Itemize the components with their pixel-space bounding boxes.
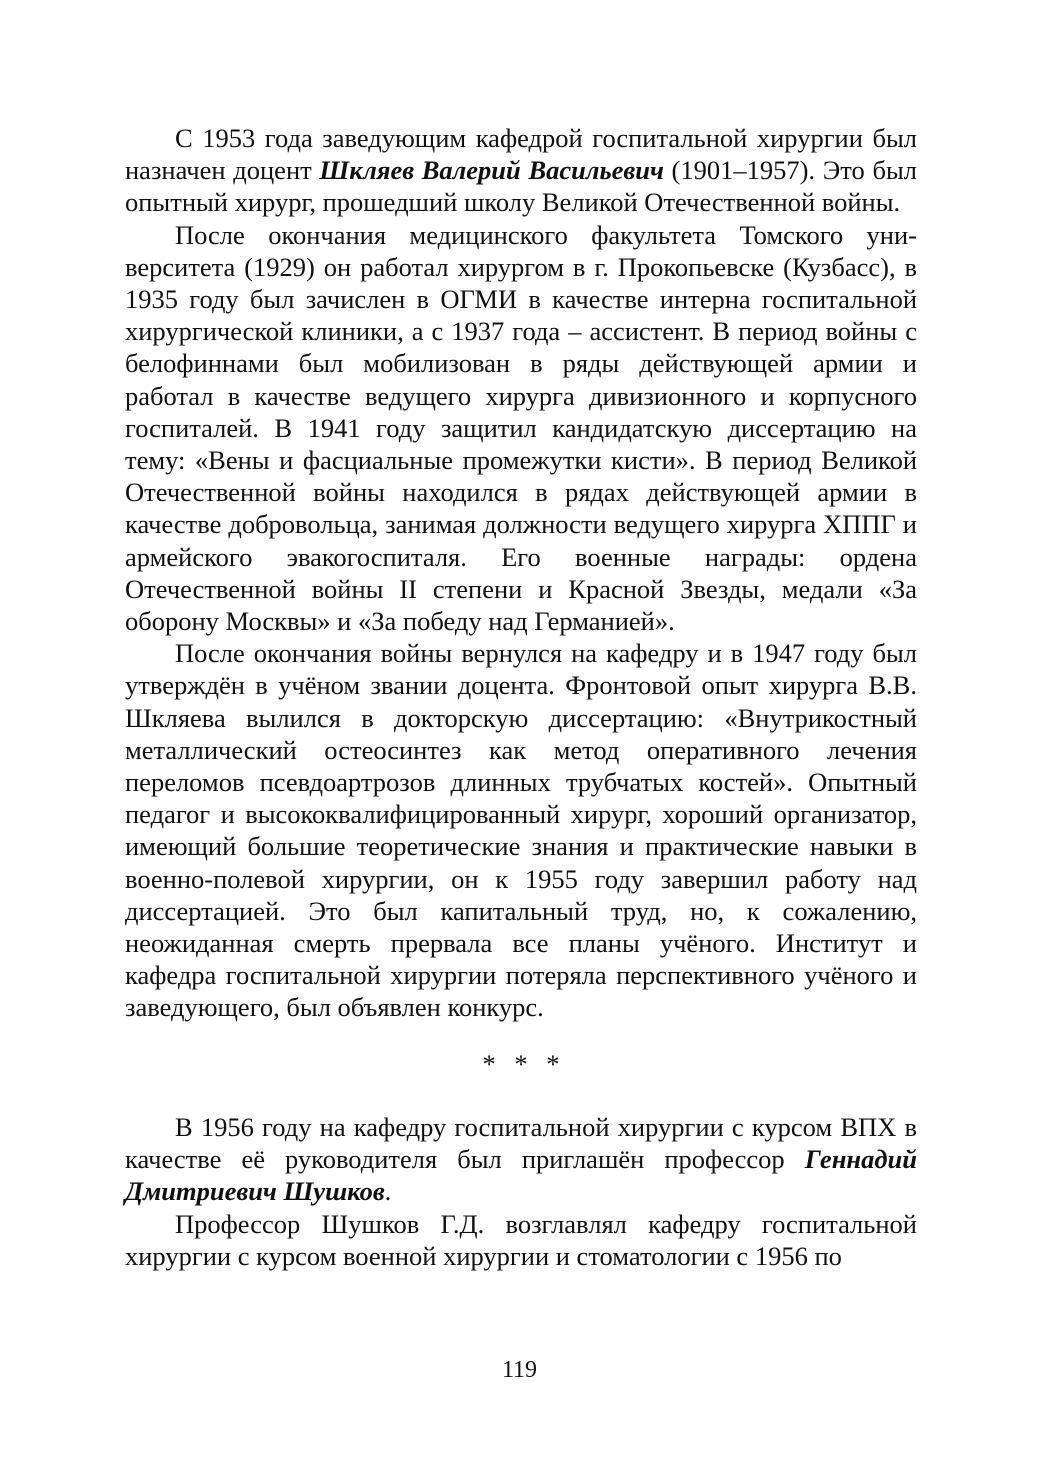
- paragraph-1: [125, 122, 917, 219]
- page-number: 119: [501, 1357, 538, 1383]
- paragraph-4: [125, 1111, 917, 1208]
- text-section-after: [125, 1111, 917, 1272]
- paragraph-4-run-3: .: [384, 1176, 392, 1207]
- name-shklyaev: Шкляев Валерий Васильевич: [319, 155, 664, 186]
- page-body: [125, 122, 917, 1272]
- paragraph-3: [125, 637, 917, 1023]
- paragraph-5: [125, 1208, 917, 1272]
- paragraph-3-run-1: После окончания войны вернулся на кафедру и в 1947 году был утверждён в учёном звании доцента. Фронтовой опыт хирурга В.В. Шкляева вылился в докторскую диссертацию: «Внутрикостный металлический остеосинтез как метод оперативного лечения переломов псевдоартрозов длинных трубчатых костей». Опытный педагог и высококвалифицированный хирург, хороший организатор, имеющий большие теоретические знания и практические навыки в военно-полевой хирургии, он к 1955 году завершил работу над диссертацией. Это был капитальный труд, но, к сожалению, неожиданная смерть прервала все планы учёного. Институт и кафедра госпитальной хирургии потеряла перспективного учёного и заведующего, был объявлен конкурс.: [125, 638, 917, 1023]
- paragraph-2-run-1: После окончания медицинского факультета Томского университета (1929) он работал хирургом в г. Прокопьевске (Кузбасс), в 1935 году был зачислен в ОГМИ в качестве интерна госпитальной хирургической клиники, а с 1937 года – ассистент. В период войны с белофиннами был мобилизован в ряды действующей армии и работал в качестве ведущего хирурга дивизионного и корпусного госпиталей. В 1941 году защитил кандидатскую диссертацию на тему: «Вены и фасциальные промежутки кисти». В период Великой Отечественной войны находился в рядах действующей армии в качестве добровольца, занимая должности ведущего хирурга ХППГ и армейского эвакогоспиталя. Его военные награды: ордена Отечественной войны II степени и Красной Звезды, медали «За оборону Москвы» и «За победу над Германией».: [125, 219, 917, 637]
- paragraph-1-run-1: С 1953 года заведующим кафедрой госпитальной хирургии был назначен доцент: [125, 123, 917, 186]
- paragraph-1-run-3: (1901–1957). Это был опытный хирург, прошедший школу Великой Отечественной войны.: [125, 155, 917, 218]
- section-separator: * * *: [482, 1048, 566, 1079]
- paragraph-5-run-1: Профессор Шушков Г.Д. возглавлял кафедру госпитальной хирургии с курсом военной хирургии и стоматологии с 1956 по: [125, 1208, 917, 1271]
- paragraph-4-run-1: В 1956 году на кафедру госпитальной хирургии с курсом ВПХ в качестве её руководителя был приглашён профессор: [125, 1111, 917, 1175]
- paragraph-2: [125, 219, 917, 638]
- text-section-before: [125, 122, 917, 1024]
- name-shushkov: Геннадий Дмитриевич Шушков: [125, 1144, 917, 1207]
